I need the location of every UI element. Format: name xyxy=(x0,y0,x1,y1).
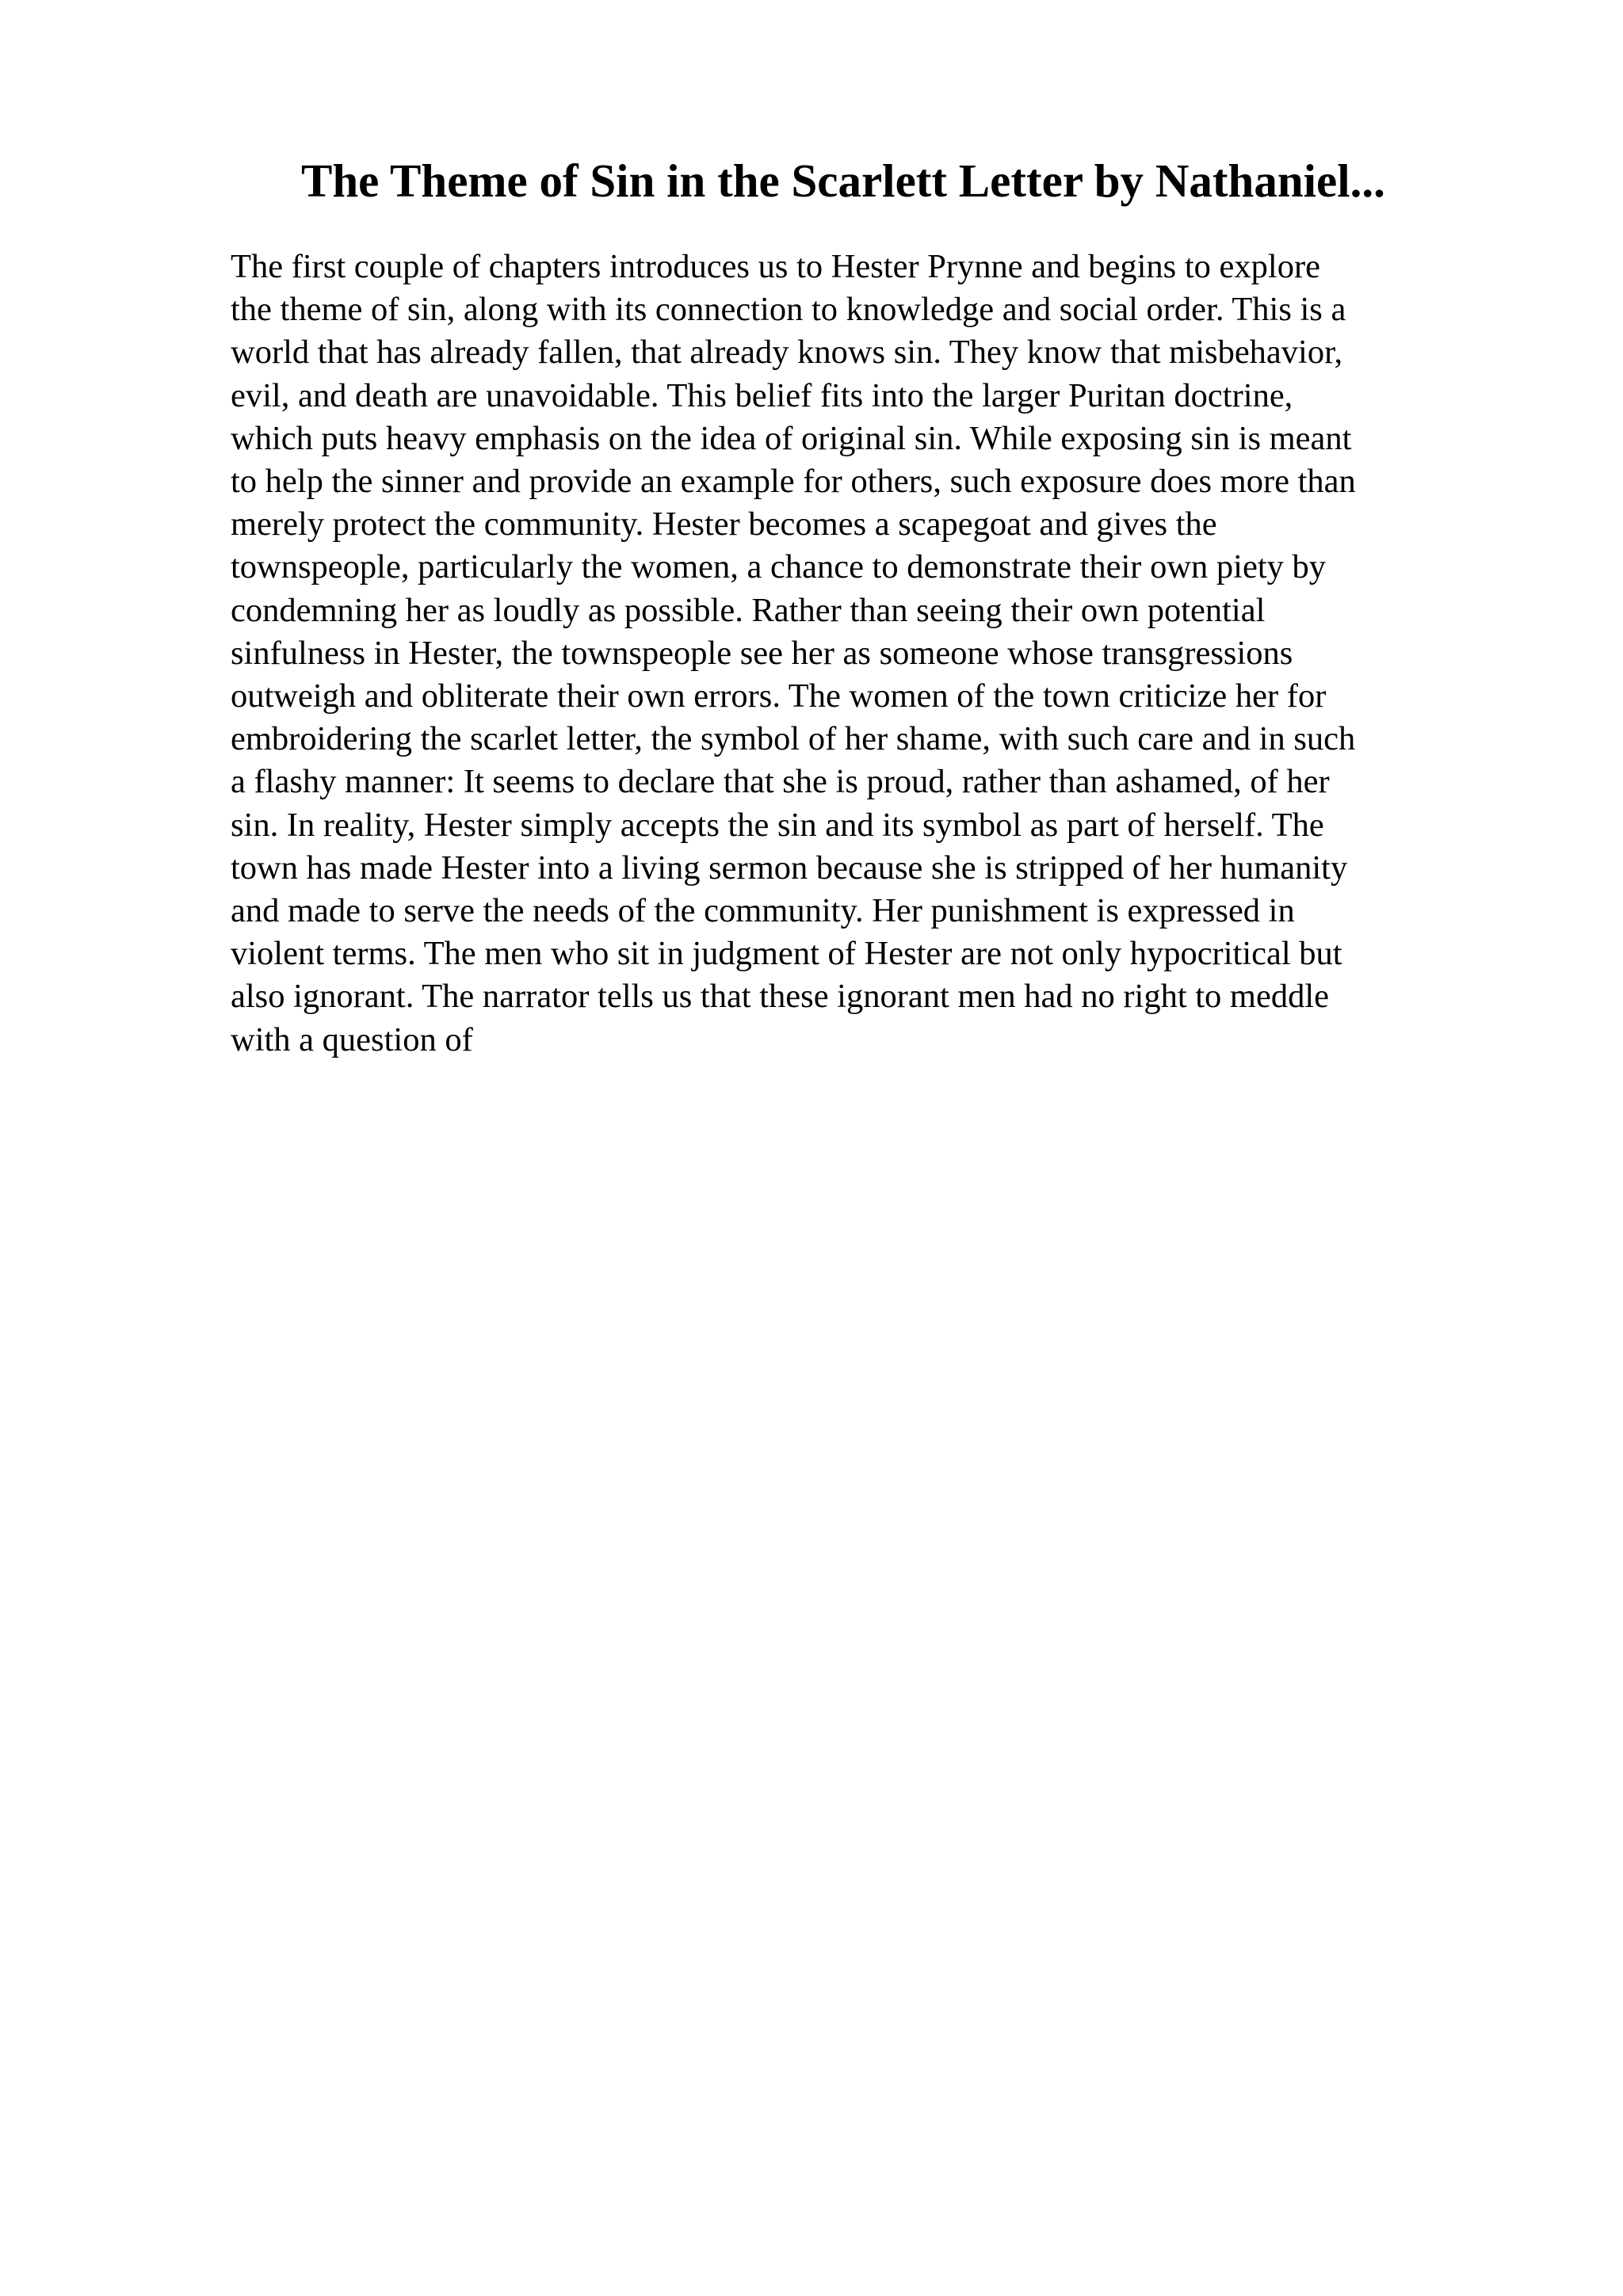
body-line: sinfulness in Hester, the townspeople see her as someone whose transgressions xyxy=(231,634,1293,672)
body-line: embroidering the scarlet letter, the symbol of her shame, with such care and in such xyxy=(231,720,1356,758)
body-line: outweigh and obliterate their own errors. The women of the town criticize her for xyxy=(231,677,1327,715)
body-line: to help the sinner and provide an example for others, such exposure does more than xyxy=(231,463,1356,501)
body-line: which puts heavy emphasis on the idea of original sin. While exposing sin is meant xyxy=(231,419,1352,457)
body-line: town has made Hester into a living sermon because she is stripped of her humanity xyxy=(231,849,1348,887)
body-line: a flashy manner: It seems to declare that she is proud, rather than ashamed, of her xyxy=(231,763,1330,801)
document-title: The Theme of Sin in the Scarlett Letter by Nathaniel... xyxy=(301,154,1385,207)
body-line: The first couple of chapters introduces us to Hester Prynne and begins to explore xyxy=(231,248,1320,285)
body-line: evil, and death are unavoidable. This belief fits into the larger Puritan doctrine, xyxy=(231,376,1293,414)
body-line: with a question of xyxy=(231,1020,473,1058)
body-line: condemning her as loudly as possible. Rather than seeing their own potential xyxy=(231,591,1266,629)
body-line: also ignorant. The narrator tells us that these ignorant men had no right to meddle xyxy=(231,978,1330,1016)
body-line: violent terms. The men who sit in judgment of Hester are not only hypocritical but xyxy=(231,935,1342,973)
body-line: sin. In reality, Hester simply accepts the sin and its symbol as part of herself. The xyxy=(231,806,1324,844)
body-line: the theme of sin, along with its connection to knowledge and social order. This is a xyxy=(231,291,1346,329)
body-line: townspeople, particularly the women, a chance to demonstrate their own piety by xyxy=(231,548,1326,586)
document-body xyxy=(231,246,1475,1062)
body-line: merely protect the community. Hester becomes a scapegoat and gives the xyxy=(231,505,1217,543)
body-line: world that has already fallen, that already knows sin. They know that misbehavior, xyxy=(231,334,1343,372)
body-line: and made to serve the needs of the community. Her punishment is expressed in xyxy=(231,892,1295,930)
